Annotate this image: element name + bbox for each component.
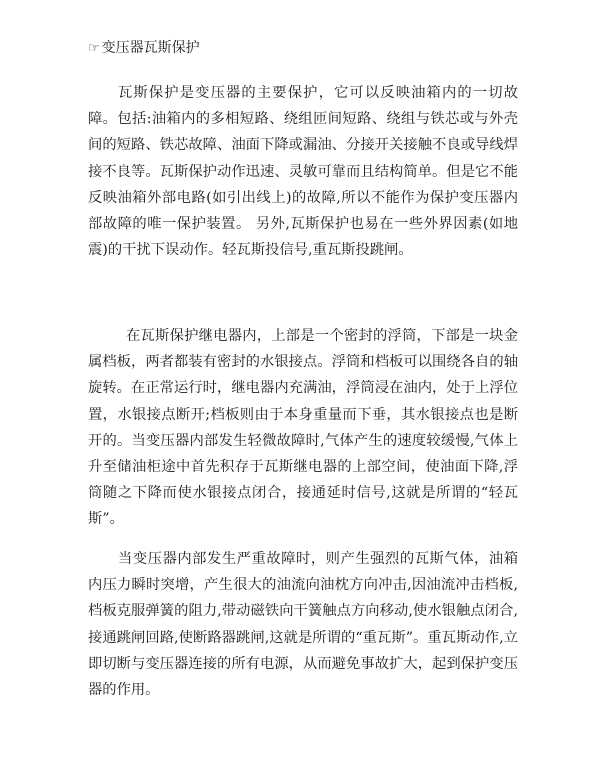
pointing-hand-icon: ☞	[88, 41, 100, 56]
paragraph-heavy-gas: 当变压器内部发生严重故障时，则产生强烈的瓦斯气体，油箱内压力瞬时突增，产生很大的油流向油枕方向冲击,因油流冲击档板,档板克服弹簧的阻力,带动磁铁向干簧触点方向移动,使水银触点闭合,接通跳闸回路,使断路器跳闸,这就是所谓的“重瓦斯”。重瓦斯动作,立即切断与变压器连接的所有电源，从而避免事故扩大，起到保护变压器的作用。	[88, 551, 518, 699]
paragraph-light-gas: 在瓦斯保护继电器内，上部是一个密封的浮筒，下部是一块金属档板，两者都装有密封的水银接点。浮筒和档板可以围绕各自的轴旋转。在正常运行时，继电器内充满油，浮筒浸在油内，处于上浮位置，水银接点断开;档板则由于本身重量而下垂，其水银接点也是断开的。当变压器内部发生轻微故障时,气体产生的速度较缓慢,气体上升至储油柜途中首先积存于瓦斯继电器的上部空间，使油面下降,浮筒随之下降而使水银接点闭合，接通延时信号,这就是所谓的“轻瓦斯”。	[88, 328, 518, 528]
paragraph-overview: 瓦斯保护是变压器的主要保护，它可以反映油箱内的一切故障。包括:油箱内的多相短路、绕组匝间短路、绕组与铁芯或与外壳间的短路、铁芯故障、油面下降或漏油、分接开关接触不良或导线焊接不良等。瓦斯保护动作迅速、灵敏可靠而且结构简单。但是它不能反映油箱外部电路(如引出线上)的故障,所以不能作为保护变压器内部故障的唯一保护装置。 另外,瓦斯保护也易在一些外界因素(如地震)的干扰下误动作。轻瓦斯投信号,重瓦斯投跳闸。	[88, 85, 518, 259]
section-title: 变压器瓦斯保护	[101, 40, 200, 56]
section-heading	[88, 38, 200, 59]
